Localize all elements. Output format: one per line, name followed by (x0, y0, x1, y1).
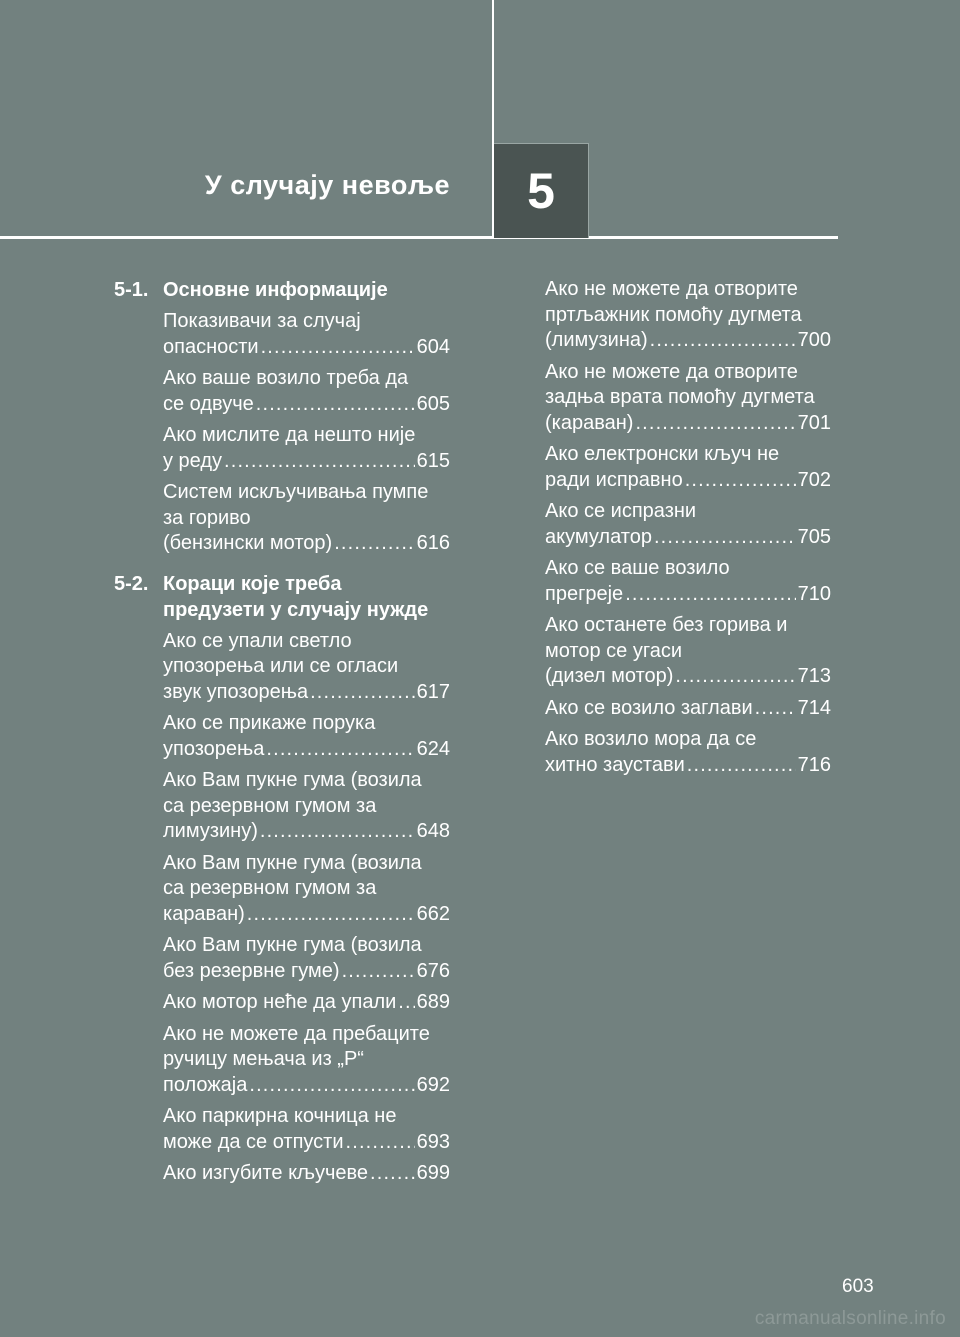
toc-entry[interactable] (545, 360, 831, 437)
section-title-line: предузети у случају нужде (163, 598, 429, 621)
toc-entry-text: Ако Вам пукне гума (возила (163, 851, 422, 874)
toc-entry-text: (лимузина) (545, 329, 648, 351)
section-entries (545, 277, 831, 778)
dot-leader (342, 959, 415, 985)
toc-entry-text: Ако електронски кључ не (545, 443, 780, 465)
section-gap (114, 563, 450, 571)
toc-entry-text: Ако Вам пукне гума (возила (163, 769, 422, 791)
toc-entry[interactable] (545, 613, 831, 690)
dot-leader (260, 819, 415, 845)
toc-entry[interactable] (163, 423, 450, 474)
toc-entry-last-line (163, 335, 450, 361)
toc-entry-text: Ако не можете да отворите (545, 360, 798, 383)
toc-entry-last-line (545, 582, 831, 608)
toc-entry-last-line (545, 664, 831, 690)
toc-page-number: 701 (797, 411, 831, 434)
dot-leader (346, 1130, 415, 1156)
toc-entry-text: Ако возило мора да се (545, 728, 757, 750)
toc-entry-text: за гориво (163, 506, 251, 529)
dot-leader (635, 411, 795, 437)
dot-leader (650, 328, 796, 354)
toc-entry-text: прегреје (545, 582, 624, 605)
dot-leader (334, 531, 414, 557)
toc-entry-text: акумулатор (545, 525, 652, 548)
toc-entry-last-line (163, 819, 450, 845)
toc-entry-text: може да се отпусти (163, 1130, 344, 1153)
section-entries (163, 629, 450, 1187)
toc-page-number: 615 (416, 449, 450, 472)
toc-entry-last-line (163, 990, 450, 1016)
toc-entry-last-line (163, 737, 450, 763)
toc-entry-text: звук упозорења (163, 680, 309, 703)
toc-page-number: 699 (416, 1162, 450, 1184)
dot-leader (266, 737, 414, 763)
watermark[interactable]: carmanualsonline.info (754, 1308, 946, 1329)
toc-entry-text: са резервном гумом за (163, 794, 377, 817)
toc-entry-text: мотор се угаси (545, 639, 683, 662)
dot-leader (310, 680, 415, 706)
section-number: 5-2. (114, 572, 149, 595)
toc-page-number: 624 (416, 737, 450, 760)
dot-leader (685, 468, 796, 494)
toc-page-number: 617 (416, 680, 450, 703)
toc-entry-text: Ако мотор неће да упали (163, 991, 397, 1013)
toc-entry-text: Ако се возило заглави (545, 696, 753, 719)
toc-entry-last-line (163, 1130, 450, 1156)
toc-page-number: 604 (416, 335, 450, 358)
toc-entry-text: Ако не можете да отворите (545, 278, 798, 300)
toc-entry-last-line (163, 449, 450, 475)
dot-leader (625, 582, 795, 608)
toc-entry-text: (караван) (545, 411, 634, 434)
toc-entry-text: хитно заустави (545, 753, 685, 776)
toc-entry-text: се одвуче (163, 392, 254, 415)
toc-entry-text: опасности (163, 335, 259, 358)
dot-leader (398, 990, 414, 1016)
dot-leader (261, 335, 415, 361)
toc-entry-text: упозорења (163, 737, 265, 760)
chapter-number: 5 (527, 163, 555, 219)
toc-entry-last-line (163, 392, 450, 418)
toc-entry-last-line (163, 959, 450, 985)
toc-entry[interactable] (545, 556, 831, 607)
toc-page-number: 676 (416, 959, 450, 982)
toc-left-column (114, 277, 450, 1193)
toc-page-number: 700 (797, 329, 831, 351)
toc-entry[interactable] (163, 629, 450, 706)
header-horizontal-rule (0, 236, 838, 239)
section-number: 5-1. (114, 279, 149, 301)
toc-entry-last-line (163, 1073, 450, 1099)
toc-entry-text: ручицу мењача из „P“ (163, 1048, 364, 1070)
toc-entry-last-line (545, 525, 831, 551)
dot-leader (247, 902, 415, 928)
toc-entry-text: Ако не можете да пребаците (163, 1022, 430, 1045)
section-title-line: Кораци које треба (163, 572, 342, 595)
toc-page-number: 689 (416, 991, 450, 1013)
toc-entry[interactable] (163, 366, 450, 417)
section-heading (114, 277, 450, 303)
toc-entry-last-line (163, 902, 450, 928)
toc-entry-text: ради исправно (545, 468, 683, 491)
toc-entry-text: упозорења или се огласи (163, 655, 399, 677)
section-title-line: Основне информације (163, 279, 388, 301)
section-heading (114, 571, 450, 623)
toc-entry-last-line (163, 531, 450, 557)
toc-entry-text: Показивачи за случај (163, 310, 361, 332)
toc-entry-last-line (545, 411, 831, 437)
toc-entry-text: Ако се упали светло (163, 629, 352, 652)
toc-entry[interactable] (163, 1161, 450, 1187)
toc-entry-last-line (545, 468, 831, 494)
toc-entry[interactable] (545, 727, 831, 778)
toc-entry-text: Ако Вам пукне гума (возила (163, 934, 422, 956)
toc-entry-text: Ако се ваше возило (545, 557, 730, 579)
toc-entry[interactable] (163, 480, 450, 557)
toc-entry-text: (дизел мотор) (545, 665, 674, 687)
toc-entry[interactable] (163, 711, 450, 762)
section-title (163, 571, 428, 623)
toc-entry[interactable] (163, 851, 450, 928)
toc-entry-text: задња врата помоћу дугмета (545, 386, 815, 408)
toc-entry-text: пртљажник помоћу дугмета (545, 303, 802, 326)
toc-entry-text: са резервном гумом за (163, 877, 377, 899)
dot-leader (687, 753, 796, 779)
toc-entry-text: Ако паркирна кочница не (163, 1105, 397, 1127)
dot-leader (249, 1073, 414, 1099)
toc-page-number: 714 (797, 696, 831, 719)
toc-page-number: 692 (416, 1073, 450, 1096)
dot-leader (755, 696, 796, 722)
toc-entry[interactable] (545, 499, 831, 550)
page-number: 603 (842, 1276, 874, 1297)
toc-page-number: 710 (797, 582, 831, 605)
toc-entry-text: Ако изгубите кључеве (163, 1162, 369, 1184)
toc-entry-text: караван) (163, 902, 245, 925)
toc-entry-text: у реду (163, 449, 223, 472)
toc-page-number: 702 (797, 468, 831, 491)
toc-page-number: 605 (416, 392, 450, 415)
toc-entry-text: Ако мислите да нешто није (163, 424, 416, 446)
dot-leader (654, 525, 796, 551)
toc-entry-text: Ако останете без горива и (545, 614, 788, 636)
toc-entry-text: Ако се прикаже порука (163, 712, 376, 734)
chapter-number-tab[interactable] (494, 143, 589, 238)
toc-entry[interactable] (163, 1104, 450, 1155)
toc-entry-text: лимузину) (163, 820, 258, 842)
section-title (163, 277, 388, 303)
toc-right-column (545, 277, 831, 784)
toc-entry-last-line (545, 753, 831, 779)
dot-leader (256, 392, 415, 418)
toc-entry-last-line (163, 1161, 450, 1187)
toc-entry-last-line (545, 328, 831, 354)
dot-leader (675, 664, 795, 690)
toc-entry-text: (бензински мотор) (163, 532, 333, 554)
toc-entry[interactable] (163, 1022, 450, 1099)
toc-entry[interactable] (163, 933, 450, 984)
toc-entry[interactable] (163, 990, 450, 1016)
toc-page-number: 716 (797, 753, 831, 776)
toc-page-number: 662 (416, 902, 450, 925)
toc-entry[interactable] (163, 309, 450, 360)
dot-leader (370, 1161, 415, 1187)
toc-page-number: 705 (797, 525, 831, 548)
toc-page-number: 693 (416, 1130, 450, 1153)
toc-entry-text: Систем искључивања пумпе (163, 481, 429, 503)
toc-entry-text: Ако ваше возило треба да (163, 367, 409, 389)
section-entries (163, 309, 450, 557)
toc-entry-text: Ако се испразни (545, 500, 697, 522)
toc-entry[interactable] (545, 442, 831, 493)
toc-page-number: 713 (797, 665, 831, 687)
toc-entry[interactable] (545, 696, 831, 722)
toc-entry-last-line (163, 680, 450, 706)
toc-page-number: 616 (416, 532, 450, 554)
toc-page-number: 648 (416, 820, 450, 842)
toc-entry-last-line (545, 696, 831, 722)
dot-leader (224, 449, 415, 475)
toc-entry-text: без резервне гуме) (163, 959, 340, 982)
toc-entry[interactable] (545, 277, 831, 354)
chapter-title: У случају невоље (204, 170, 450, 200)
toc-entry[interactable] (163, 768, 450, 845)
toc-entry-text: положаја (163, 1073, 248, 1096)
